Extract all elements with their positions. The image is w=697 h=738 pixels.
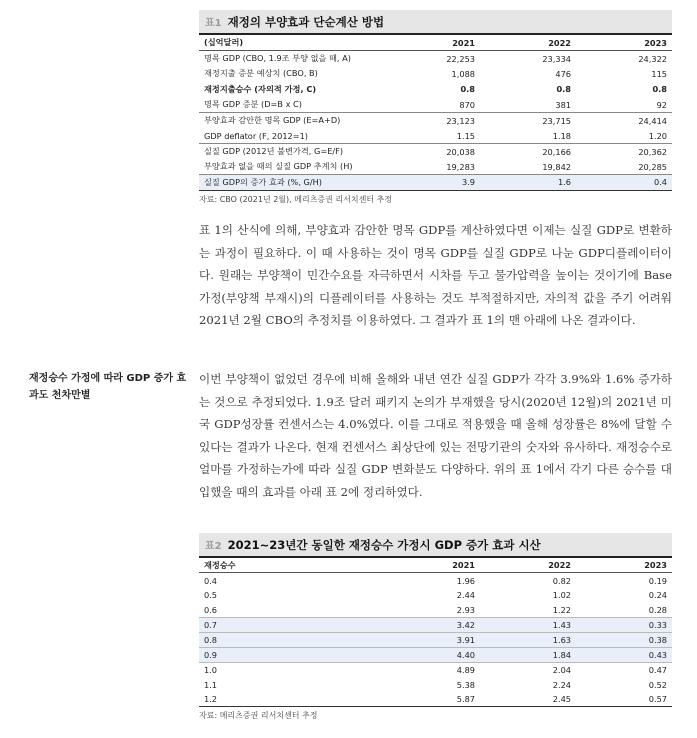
table2-title: 2021~23년간 동일한 재정승수 가정시 GDP 증가 효과 시산 <box>227 537 541 552</box>
cell-value: 115 <box>651 68 667 79</box>
cell-value: 23,123 <box>384 113 480 129</box>
table-row <box>199 677 672 692</box>
cell-value: 0.24 <box>648 590 667 601</box>
table1-source: 자료: CBO (2021년 2월), 메리츠증권 리서치센터 추정 <box>199 194 393 204</box>
table-row <box>199 159 672 175</box>
cell-value: 23,334 <box>542 53 571 64</box>
table2-tag: 표2 <box>205 541 222 552</box>
cell-value: 0.82 <box>552 575 571 586</box>
table-row <box>199 51 672 67</box>
cell-value: 1.18 <box>552 130 571 141</box>
cell-value: 3.9 <box>384 175 480 191</box>
row-label: 1.2 <box>199 692 384 707</box>
cell-value: 1.63 <box>480 632 576 647</box>
cell-value: 0.19 <box>648 575 667 586</box>
table-row <box>199 128 672 144</box>
row-label: 0.8 <box>199 632 384 647</box>
table-row <box>199 588 672 603</box>
row-label: 부양효과 없을 때의 실질 GDP 추계치 (H) <box>204 161 353 171</box>
cell-value: 1.20 <box>648 130 667 141</box>
cell-value: 0.8 <box>556 84 571 95</box>
cell-value: 1.43 <box>480 618 576 633</box>
body-paragraph-2: 이번 부양책이 없었던 경우에 비해 올해와 내년 연간 실질 GDP가 각각 3.9%와 1.6% 증가하는 것으로 추정되었다. 1.9조 달러 패키지 논의가 부재했을 당시(2020년 12월)의 2021년 미국 GDP성장률 컨센서스는 4.0%였다. 이를 그대로 적용했을 때 올해 성장률은 8%에 달할 수 있다는 결과가 나온다. 현재 컨센서스 최상단에 있는 전망기관의 숫자와 유사하다. 재정승수로 얼마를 가정하는가에 따라 실질 GDP 변화분도 다양하다. 위의 표 1에서 각기 다른 승수를 대입했을 때의 효과를 아래 표 2에 정리하였다. <box>199 372 672 499</box>
row-label: 0.6 <box>204 604 218 615</box>
cell-value: 20,362 <box>576 144 672 160</box>
cell-value: 1.22 <box>552 604 571 615</box>
cell-value: 1.84 <box>480 647 576 662</box>
cell-value: 1.6 <box>480 175 576 191</box>
cell-value: 2.93 <box>456 604 475 615</box>
cell-value: 0.28 <box>648 604 667 615</box>
table1-title-bar <box>199 10 672 35</box>
table2-title-bar <box>199 533 672 558</box>
cell-value: 92 <box>656 99 667 110</box>
cell-value: 20,166 <box>480 144 576 160</box>
cell-value: 0.4 <box>576 175 672 191</box>
cell-value: 0.57 <box>576 692 672 707</box>
cell-value: 24,414 <box>576 113 672 129</box>
table2-first-header: 재정승수 <box>199 558 384 573</box>
table1-year-header: 2021 <box>384 35 480 51</box>
cell-value: 4.40 <box>384 647 480 662</box>
cell-value: 19,842 <box>542 161 571 172</box>
table1-year-header: 2023 <box>576 35 672 51</box>
cell-value: 5.87 <box>384 692 480 707</box>
table-row <box>199 662 672 677</box>
table-row <box>199 175 672 191</box>
table-row <box>199 632 672 647</box>
cell-value: 1,088 <box>451 68 475 79</box>
cell-value: 1.02 <box>552 590 571 601</box>
table2-year-header: 2021 <box>384 558 480 573</box>
table-row <box>199 144 672 160</box>
cell-value: 22,253 <box>446 53 475 64</box>
table1-title: 재정의 부양효과 단순계산 방법 <box>227 14 385 29</box>
row-label: 0.4 <box>204 575 218 586</box>
table1-unit-header: (십억달러) <box>199 35 384 51</box>
cell-value: 3.42 <box>384 618 480 633</box>
cell-value: 0.38 <box>576 632 672 647</box>
cell-value: 24,322 <box>638 53 667 64</box>
row-label: 1.1 <box>204 679 218 690</box>
cell-value: 5.38 <box>456 679 475 690</box>
cell-value: 0.8 <box>460 84 475 95</box>
row-label: 명목 GDP (CBO, 1.9조 부양 없을 때, A) <box>204 53 351 63</box>
table-row <box>199 82 672 98</box>
cell-value: 1.15 <box>456 130 475 141</box>
body-paragraph-1: 표 1의 산식에 의해, 부양효과 감안한 명목 GDP를 계산하였다면 이제는 실질 GDP로 변환하는 과정이 필요하다. 이 때 사용하는 것이 명목 GDP를 실질 GDP로 나눈 GDP디플레이터이다. 원래는 부양책이 민간수요를 자극하면서 시차를 두고 물가압력을 높이는 것이기에 Base 가정(부양책 부재시)의 디플레이터를 사용하는 것도 부적절하지만, 자의적 값을 주기 어려워 2021년 2월 CBO의 추정치를 이용하였다. 그 결과가 표 1의 맨 아래에 나온 결과이다. <box>199 223 672 328</box>
cell-value: 0.8 <box>652 84 667 95</box>
table1-block <box>199 10 672 205</box>
table1-tag: 표1 <box>205 18 222 29</box>
cell-value: 19,283 <box>446 161 475 172</box>
table1-year-header: 2022 <box>480 35 576 51</box>
cell-value: 23,715 <box>480 113 576 129</box>
cell-value: 2.45 <box>480 692 576 707</box>
row-label: 0.5 <box>204 590 218 601</box>
row-label: 0.9 <box>199 647 384 662</box>
row-label: 실질 GDP의 증가 효과 (%, G/H) <box>199 175 384 191</box>
table2 <box>199 558 672 707</box>
table-row <box>199 113 672 129</box>
row-label: 실질 GDP (2012년 불변가격, G=E/F) <box>199 144 384 160</box>
cell-value: 870 <box>459 99 475 110</box>
cell-value: 2.44 <box>456 590 475 601</box>
table-row <box>199 647 672 662</box>
row-label: 재정지출승수 (자의적 가정, C) <box>204 83 317 94</box>
cell-value: 2.04 <box>480 662 576 677</box>
table1 <box>199 35 672 191</box>
cell-value: 4.89 <box>384 662 480 677</box>
table-row <box>199 603 672 618</box>
row-label: 명목 GDP 증분 (D=B x C) <box>204 99 302 109</box>
table2-year-header: 2023 <box>576 558 672 573</box>
row-label: 1.0 <box>199 662 384 677</box>
cell-value: 3.91 <box>384 632 480 647</box>
cell-value: 0.43 <box>576 647 672 662</box>
table-row <box>199 66 672 82</box>
cell-value: 2.24 <box>552 679 571 690</box>
table-row <box>199 692 672 707</box>
row-label: 0.7 <box>199 618 384 633</box>
cell-value: 476 <box>555 68 571 79</box>
table-row <box>199 618 672 633</box>
row-label: GDP deflator (F, 2012=1) <box>204 130 308 141</box>
cell-value: 20,038 <box>384 144 480 160</box>
row-label: 부양효과 감안한 명목 GDP (E=A+D) <box>199 113 384 129</box>
table2-block <box>199 533 672 721</box>
table2-source: 자료: 메리츠증권 리서치센터 추정 <box>199 711 318 721</box>
table-row <box>199 573 672 588</box>
table2-year-header: 2022 <box>480 558 576 573</box>
cell-value: 0.33 <box>576 618 672 633</box>
cell-value: 0.52 <box>648 679 667 690</box>
cell-value: 0.47 <box>576 662 672 677</box>
row-label: 재정지출 증분 예상치 (CBO, B) <box>204 68 318 79</box>
cell-value: 20,285 <box>638 161 667 172</box>
sidebar-note: 재정승수 가정에 따라 GDP 증가 효과도 천차만별 <box>29 373 187 401</box>
table-row <box>199 97 672 113</box>
cell-value: 381 <box>555 99 571 110</box>
cell-value: 1.96 <box>456 575 475 586</box>
